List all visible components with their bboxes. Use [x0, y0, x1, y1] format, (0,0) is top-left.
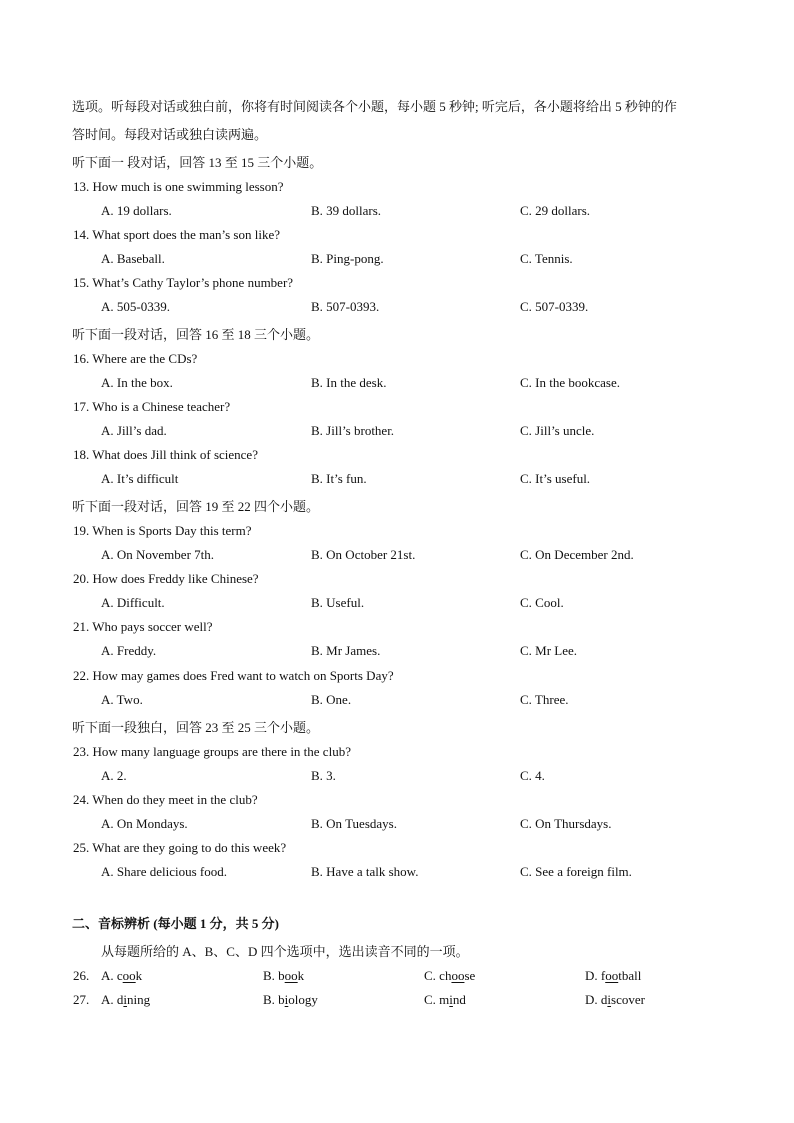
- group-heading: 听下面一 段对话，回答 13 至 15 三个小题。: [72, 155, 323, 170]
- group-heading: 听下面一段独白，回答 23 至 25 三个小题。: [72, 720, 320, 735]
- option-16-a: A. In the box.: [101, 375, 173, 390]
- option-20-a: A. Difficult.: [101, 595, 165, 610]
- option-23-a: A. 2.: [101, 768, 127, 783]
- option-22-c: C. Three.: [520, 692, 569, 707]
- question-13: 13. How much is one swimming lesson?: [73, 179, 284, 194]
- option-23-b: B. 3.: [311, 768, 336, 783]
- question-25: 25. What are they going to do this week?: [73, 840, 287, 855]
- option-25-a: A. Share delicious food.: [101, 864, 228, 879]
- question-24: 24. When do they meet in the club?: [73, 792, 258, 807]
- option-25-c: C. See a foreign film.: [520, 864, 632, 879]
- option-20-b: B. Useful.: [311, 595, 365, 610]
- question-15: 15. What’s Cathy Taylor’s phone number?: [73, 275, 294, 290]
- option-18-b: B. It’s fun.: [311, 471, 367, 486]
- question-19: 19. When is Sports Day this term?: [73, 523, 252, 538]
- option-14-c: C. Tennis.: [520, 251, 573, 266]
- question-21: 21. Who pays soccer well?: [73, 619, 213, 634]
- option-19-b: B. On October 21st.: [311, 547, 416, 562]
- option-20-c: C. Cool.: [520, 595, 564, 610]
- section-title: 二、音标辨析 (每小题 1 分，共 5 分): [72, 916, 279, 931]
- section-instruction: 从每题所给的 A、B、C、D 四个选项中，选出读音不同的一项。: [101, 944, 469, 959]
- phonetic-option-27-a: A. dining: [101, 992, 151, 1007]
- option-22-a: A. Two.: [101, 692, 143, 707]
- option-17-a: A. Jill’s dad.: [101, 423, 167, 438]
- option-14-b: B. Ping-pong.: [311, 251, 384, 266]
- option-21-a: A. Freddy.: [101, 643, 157, 658]
- phonetic-option-26-b: B. book: [263, 968, 305, 983]
- phonetic-option-27-c: C. mind: [424, 992, 466, 1007]
- phonetic-option-26-c: C. choose: [424, 968, 476, 983]
- option-18-c: C. It’s useful.: [520, 471, 591, 486]
- option-16-b: B. In the desk.: [311, 375, 387, 390]
- option-14-a: A. Baseball.: [101, 251, 165, 266]
- option-13-a: A. 19 dollars.: [101, 203, 172, 218]
- phonetic-option-27-b: B. biology: [263, 992, 318, 1007]
- option-15-b: B. 507-0393.: [311, 299, 380, 314]
- option-23-c: C. 4.: [520, 768, 545, 783]
- phonetic-option-26-a: A. cook: [101, 968, 143, 983]
- option-13-b: B. 39 dollars.: [311, 203, 382, 218]
- option-16-c: C. In the bookcase.: [520, 375, 621, 390]
- option-21-c: C. Mr Lee.: [520, 643, 578, 658]
- item-number: 27.: [73, 992, 90, 1007]
- item-number: 26.: [73, 968, 90, 983]
- option-19-c: C. On December 2nd.: [520, 547, 634, 562]
- option-15-c: C. 507-0339.: [520, 299, 589, 314]
- option-25-b: B. Have a talk show.: [311, 864, 419, 879]
- option-17-b: B. Jill’s brother.: [311, 423, 395, 438]
- question-22: 22. How may games does Fred want to watch on Sports Day?: [73, 668, 394, 683]
- phonetic-option-27-d: D. discover: [585, 992, 645, 1007]
- option-18-a: A. It’s difficult: [101, 471, 179, 486]
- intro-line-1: 选项。听每段对话或独白前，你将有时间阅读各个小题，每小题 5 秒钟; 听完后，各小题将给出 5 秒钟的作: [72, 99, 677, 114]
- option-13-c: C. 29 dollars.: [520, 203, 591, 218]
- option-19-a: A. On November 7th.: [101, 547, 215, 562]
- question-17: 17. Who is a Chinese teacher?: [73, 399, 231, 414]
- group-heading: 听下面一段对话，回答 19 至 22 四个小题。: [72, 499, 320, 514]
- question-20: 20. How does Freddy like Chinese?: [73, 571, 259, 586]
- question-18: 18. What does Jill think of science?: [73, 447, 258, 462]
- option-24-c: C. On Thursdays.: [520, 816, 612, 831]
- intro-line-2: 答时间。每段对话或独白读两遍。: [72, 127, 268, 142]
- group-heading: 听下面一段对话，回答 16 至 18 三个小题。: [72, 327, 320, 342]
- option-24-a: A. On Mondays.: [101, 816, 188, 831]
- question-14: 14. What sport does the man’s son like?: [73, 227, 281, 242]
- option-21-b: B. Mr James.: [311, 643, 381, 658]
- question-16: 16. Where are the CDs?: [73, 351, 198, 366]
- option-15-a: A. 505-0339.: [101, 299, 170, 314]
- option-22-b: B. One.: [311, 692, 352, 707]
- phonetic-option-26-d: D. football: [585, 968, 642, 983]
- option-24-b: B. On Tuesdays.: [311, 816, 397, 831]
- question-23: 23. How many language groups are there in the club?: [73, 744, 351, 759]
- option-17-c: C. Jill’s uncle.: [520, 423, 595, 438]
